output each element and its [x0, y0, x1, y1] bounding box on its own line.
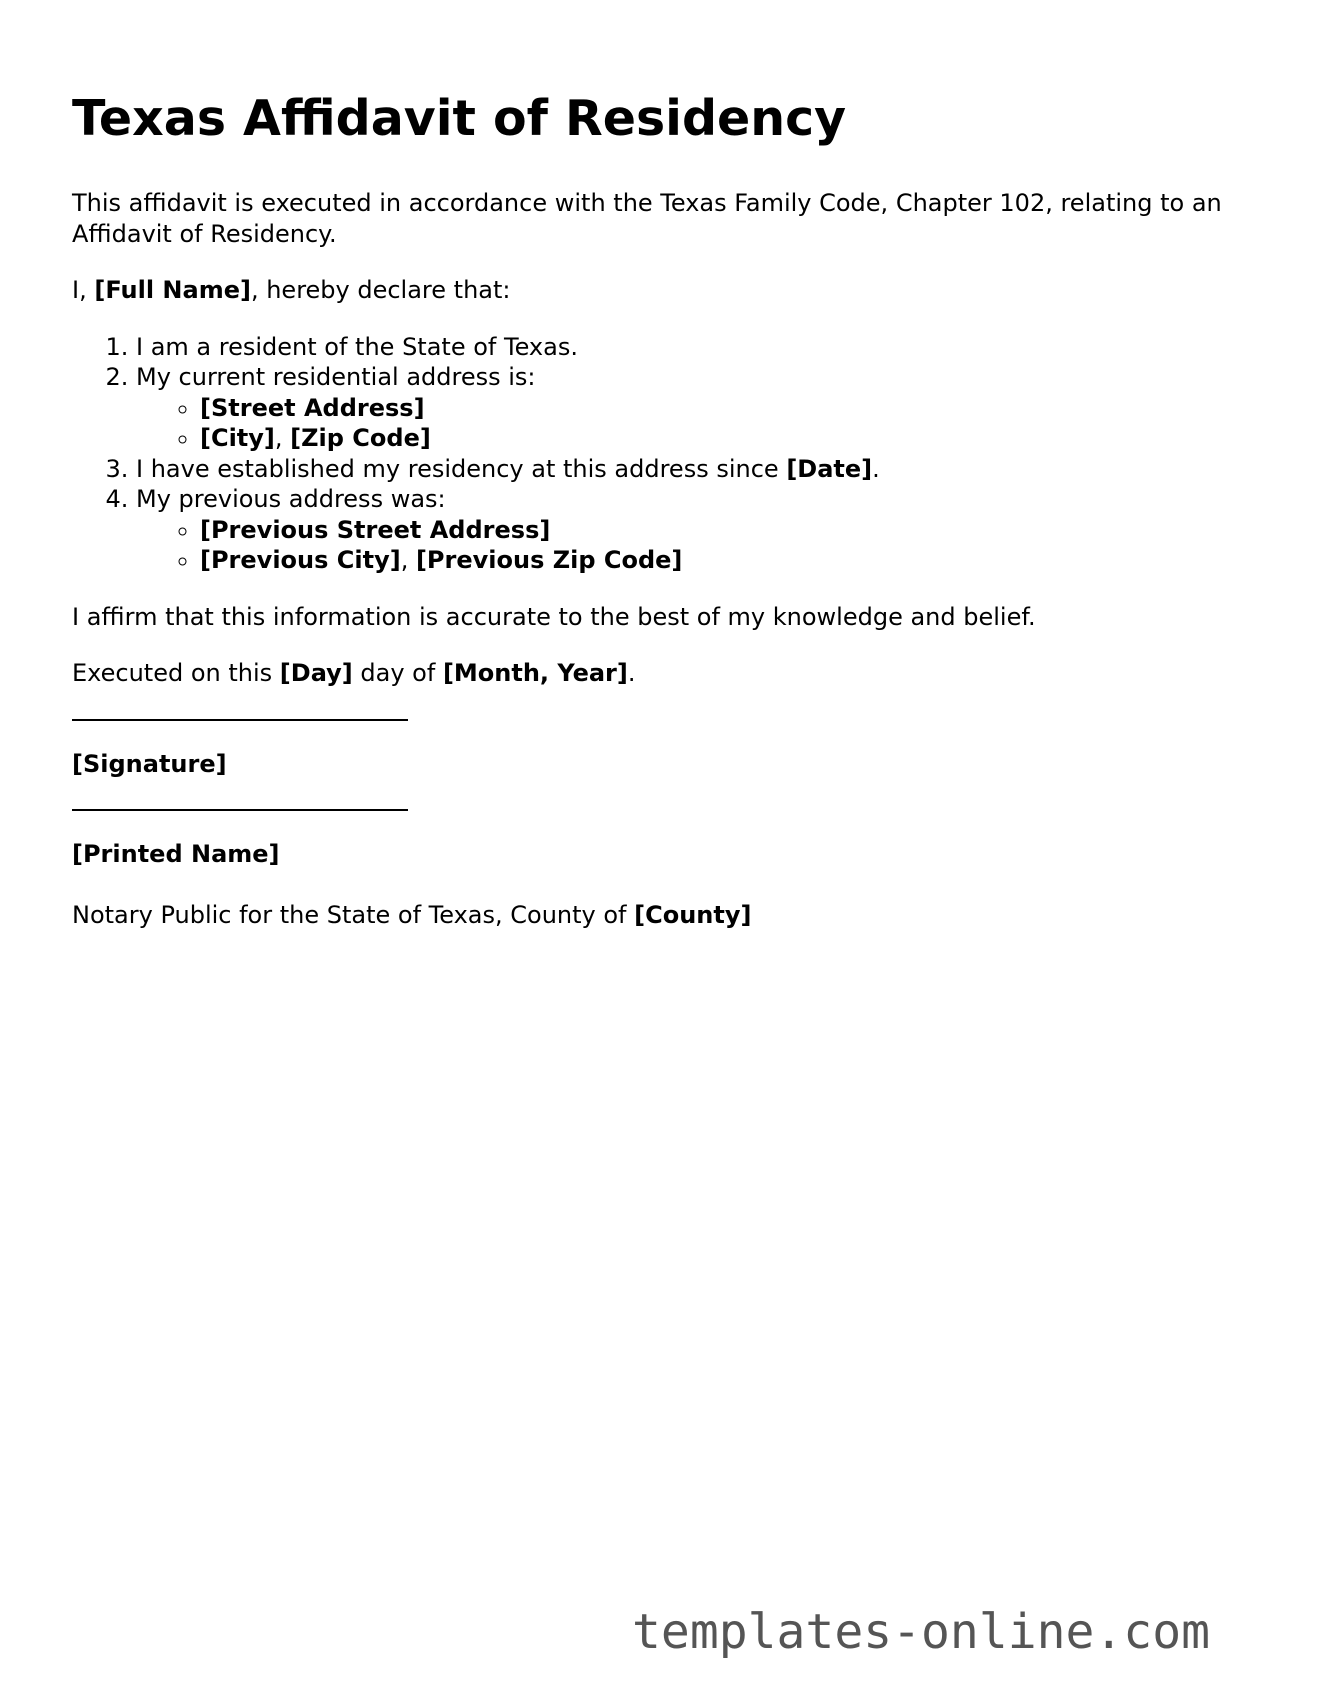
month-year-placeholder: [Month, Year] — [442, 659, 628, 687]
item3-prefix: I have established my residency at this address since — [136, 454, 787, 483]
date-placeholder: [Date] — [786, 454, 873, 483]
zip-code-placeholder: [Zip Code] — [290, 424, 431, 452]
executed-suffix: . — [627, 659, 636, 687]
list-item-previous-address — [136, 484, 1252, 576]
street-address-placeholder: [Street Address] — [200, 393, 425, 422]
executed-paragraph — [72, 658, 1252, 689]
day-placeholder: [Day] — [279, 659, 353, 687]
city-zip-item — [200, 423, 1252, 454]
previous-street-address-placeholder: [Previous Street Address] — [200, 515, 551, 544]
intro-paragraph: This affidavit is executed in accordance with the Texas Family Code, Chapter 102, relating to an Affidavit of Residency. — [72, 189, 1222, 248]
previous-street-address-item — [200, 515, 1252, 546]
current-address-list — [136, 393, 1252, 454]
printed-name-label — [72, 839, 1252, 870]
watermark: templates-online.com — [632, 1604, 1210, 1660]
previous-zip-code-placeholder: [Previous Zip Code] — [415, 546, 683, 574]
previous-address-list — [136, 515, 1252, 576]
item4-text: My previous address was: — [136, 485, 446, 513]
declaration-paragraph — [72, 275, 1252, 306]
signature-label — [72, 749, 1252, 780]
printed-name-placeholder: [Printed Name] — [72, 840, 280, 868]
list-item-residency-since — [136, 454, 1252, 485]
previous-city-zip-separator: , — [400, 546, 416, 574]
declaration-suffix: , hereby declare that: — [250, 276, 511, 304]
list-item-resident — [136, 332, 1252, 363]
full-name-placeholder: [Full Name] — [94, 276, 251, 304]
signature-placeholder: [Signature] — [72, 749, 227, 778]
item3-suffix: . — [872, 454, 880, 483]
notary-prefix: Notary Public for the State of Texas, County of — [72, 900, 635, 929]
previous-city-zip-item — [200, 545, 1252, 576]
affirmation-paragraph: I affirm that this information is accurate to the best of my knowledge and belief. — [72, 602, 1036, 631]
declaration-list — [72, 332, 1252, 576]
item1-text: I am a resident of the State of Texas. — [136, 332, 578, 361]
city-zip-separator: , — [274, 424, 291, 452]
printed-name-line — [72, 809, 408, 811]
signature-line — [72, 719, 408, 721]
document-title: Texas Affidavit of Residency — [72, 90, 847, 147]
executed-middle: day of — [352, 659, 443, 687]
item2-text: My current residential address is: — [136, 363, 536, 391]
street-address-item — [200, 393, 1252, 424]
city-placeholder: [City] — [200, 424, 275, 452]
previous-city-placeholder: [Previous City] — [200, 546, 401, 574]
document-body — [72, 188, 1252, 956]
notary-paragraph — [72, 900, 1252, 931]
executed-prefix: Executed on this — [72, 659, 280, 687]
list-item-current-address — [136, 362, 1252, 454]
county-placeholder: [County] — [634, 900, 752, 929]
declaration-prefix: I, — [72, 276, 95, 304]
